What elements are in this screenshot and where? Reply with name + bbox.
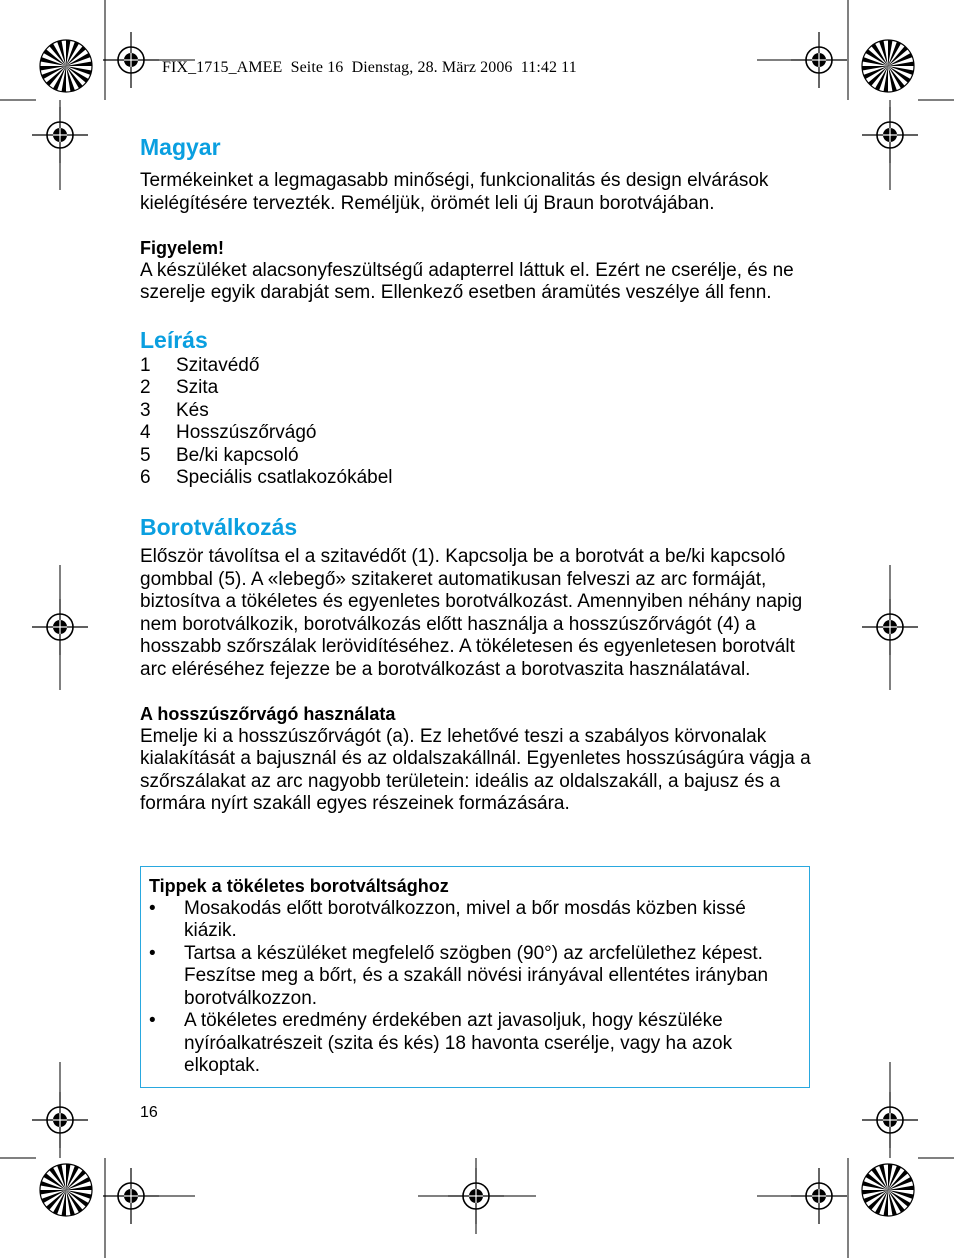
list-item: 6 Speciális csatlakozókábel: [140, 467, 393, 489]
list-item: • Mosakodás előtt borotválkozzon, mivel a bőr mosdás közben kissé kiázik.: [149, 897, 746, 941]
list-item: 3 Kés: [140, 399, 209, 421]
list-item: 4 Hosszúszőrvágó: [140, 422, 317, 444]
bullet-icon: •: [149, 897, 156, 919]
list-item: 5 Be/ki kapcsoló: [140, 444, 299, 466]
tips-title: Tippek a tökéletes borotváltsághoz: [149, 876, 449, 896]
bullet-icon: •: [149, 1010, 156, 1031]
list-item: • A tökéletes eredmény érdekében azt javasoljuk, hogy készüléke nyíróalkatrészeit (szita és kés) 18 havonta cserélje, vagy ha azok elkoptak.: [149, 1010, 733, 1076]
page-content: [140, 132, 812, 816]
section-title-magyar: Magyar: [140, 134, 221, 160]
page-number: 16: [140, 1104, 158, 1121]
section-title-borotvalkozas: Borotválkozás: [140, 514, 298, 541]
trimmer-title: A hosszúszőrvágó használata: [140, 704, 396, 725]
list-item: 2 Szita: [140, 377, 219, 399]
shaving-paragraph: Először távolítsa el a szitavédőt (1). Kapcsolja be a borotvát a be/ki kapcsoló gombbal (5). A «lebegő» szitakeret automatikusan felveszi az arc formáját, biztosítva a tökéletes és egyenletes borotválkozást. Amennyiben néhány napig nem borotválkozik, borotválkozás előtt használja a hosszúszőrvágót (4) a hosszabb szőrszálak lerövidítéséhez. A tökéletesen és egyenletesen borotvált arc eléréséhez fejezze be a borotválkozást a borotvaszita használatával.: [140, 546, 803, 680]
parts-list: [140, 355, 812, 491]
bullet-icon: •: [149, 942, 156, 964]
section-title-leiras: Leírás: [140, 326, 208, 353]
list-item: 1 Szitavédő: [140, 354, 260, 376]
warning-paragraph: A készüléket alacsonyfeszültségű adapterrel láttuk el. Ezért ne cserélje, és ne szerelje egyik darabját sem. Ellenkező esetben áramütés veszélye áll fenn.: [140, 259, 794, 303]
tips-list: [149, 898, 801, 1078]
tips-box: [140, 866, 810, 1088]
list-item: • Tartsa a készüléket megfelelő szögben (90°) az arcfelülethez képest. Feszítse meg a bőrt, és a szakáll növési irányával ellentétes irányban borotválkozzon.: [149, 942, 769, 1009]
warning-title: Figyelem!: [140, 238, 225, 258]
trimmer-paragraph: Emelje ki a hosszúszőrvágót (a). Ez lehetővé teszi a szabályos körvonalak kialakítását a bajusznál és az oldalszakállnál. Egyenletes hosszúságúra vágja a szőrszálakat az arc nagyobb területein: ideális az oldalszakáll, a bajusz és a formára nyírt szakáll egyes részeinek formázására.: [140, 725, 811, 815]
print-header-line: FIX_1715_AMEE Seite 16 Dienstag, 28. März 2006 11:42 11: [162, 59, 577, 76]
intro-paragraph: Termékeinket a legmagasabb minőségi, funkcionalitás és design elvárások kielégítésére tervezték. Reméljük, örömét leli új Braun borotvájában.: [140, 170, 769, 214]
